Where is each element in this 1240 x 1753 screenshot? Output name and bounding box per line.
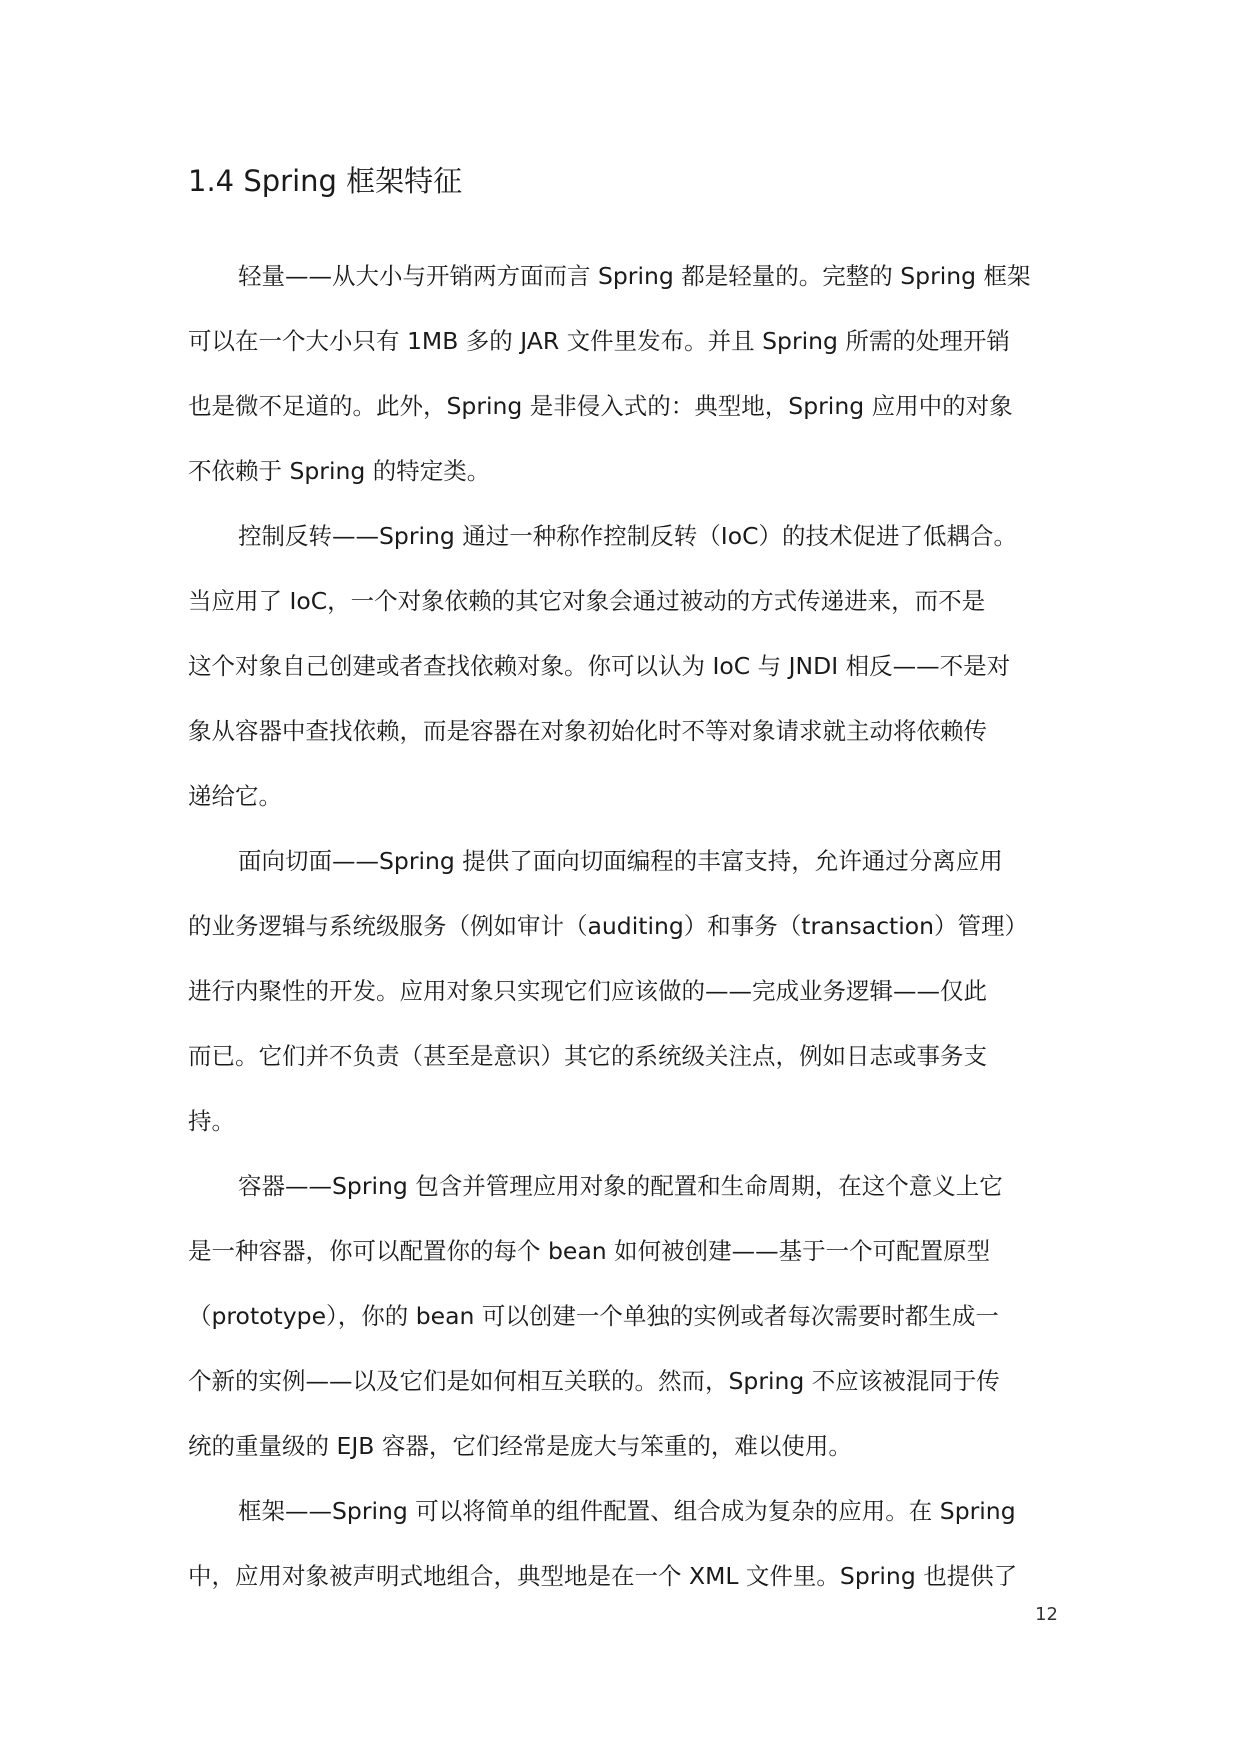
paragraph-line: 而已。它们并不负责（甚至是意识）其它的系统级关注点，例如日志或事务支 bbox=[188, 1042, 987, 1070]
paragraph-line: 面向切面——Spring 提供了面向切面编程的丰富支持，允许通过分离应用 bbox=[238, 847, 1003, 875]
paragraph-line: 象从容器中查找依赖，而是容器在对象初始化时不等对象请求就主动将依赖传 bbox=[188, 717, 987, 745]
paragraph-line: 当应用了 IoC，一个对象依赖的其它对象会通过被动的方式传递进来，而不是 bbox=[188, 587, 986, 615]
paragraph-line: 这个对象自己创建或者查找依赖对象。你可以认为 IoC 与 JNDI 相反——不是对 bbox=[188, 652, 1011, 680]
paragraph-line: 控制反转——Spring 通过一种称作控制反转（IoC）的技术促进了低耦合。 bbox=[238, 522, 1018, 550]
paragraph-line: 递给它。 bbox=[188, 782, 282, 810]
paragraph-line: 是一种容器，你可以配置你的每个 bean 如何被创建——基于一个可配置原型 bbox=[188, 1237, 991, 1265]
paragraph-line: 不依赖于 Spring 的特定类。 bbox=[188, 457, 491, 485]
paragraph-line: 进行内聚性的开发。应用对象只实现它们应该做的——完成业务逻辑——仅此 bbox=[188, 977, 987, 1005]
section-title: 1.4 Spring 框架特征 bbox=[188, 164, 463, 198]
paragraph-line: 也是微不足道的。此外，Spring 是非侵入式的：典型地，Spring 应用中的对象 bbox=[188, 392, 1013, 420]
paragraph-line: 个新的实例——以及它们是如何相互关联的。然而，Spring 不应该被混同于传 bbox=[188, 1367, 1000, 1395]
paragraph-line: 框架——Spring 可以将简单的组件配置、组合成为复杂的应用。在 Spring bbox=[238, 1497, 1016, 1525]
paragraph-line: 的业务逻辑与系统级服务（例如审计（auditing）和事务（transaction）管理） bbox=[188, 912, 1029, 940]
paragraph-line: 中，应用对象被声明式地组合，典型地是在一个 XML 文件里。Spring 也提供了 bbox=[188, 1562, 1018, 1590]
paragraph-line: 统的重量级的 EJB 容器，它们经常是庞大与笨重的，难以使用。 bbox=[188, 1432, 852, 1460]
body-text bbox=[188, 255, 1068, 1620]
page-number: 12 bbox=[1035, 1604, 1058, 1625]
paragraph-line: 可以在一个大小只有 1MB 多的 JAR 文件里发布。并且 Spring 所需的处理开销 bbox=[188, 327, 1010, 355]
paragraph-line: 持。 bbox=[188, 1107, 235, 1135]
paragraph-line: 轻量——从大小与开销两方面而言 Spring 都是轻量的。完整的 Spring 框架 bbox=[238, 262, 1031, 290]
paragraph-line: 容器——Spring 包含并管理应用对象的配置和生命周期，在这个意义上它 bbox=[238, 1172, 1003, 1200]
paragraph-line: （prototype），你的 bean 可以创建一个单独的实例或者每次需要时都生成一 bbox=[188, 1302, 999, 1330]
